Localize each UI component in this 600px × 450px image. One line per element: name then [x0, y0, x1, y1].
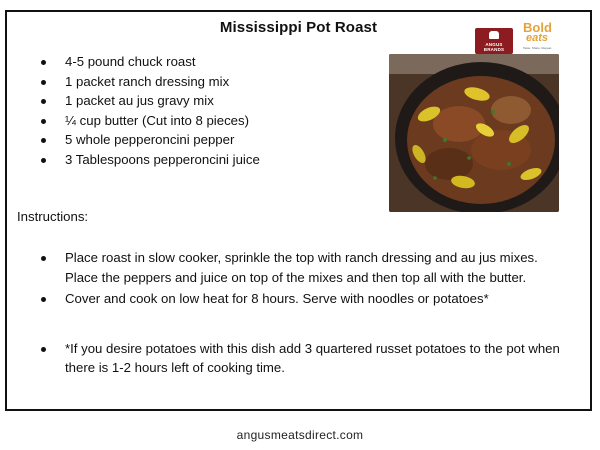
- bullet-icon: [41, 60, 46, 65]
- instructions-heading: Instructions:: [17, 209, 89, 224]
- brand-logos: [475, 20, 587, 56]
- instruction-step: *If you desire potatoes with this dish add 3 quartered russet potatoes to the pot when there is 1-2 hours left of cooking time.: [31, 339, 571, 378]
- bullet-icon: [41, 297, 46, 302]
- pot-roast-photo: [389, 54, 559, 212]
- ingredient-list: [31, 53, 260, 171]
- ingredient-item: 5 whole pepperoncini pepper: [31, 131, 260, 151]
- eats-logo-text: eats: [526, 32, 549, 44]
- bullet-icon: [41, 256, 46, 261]
- instruction-step: Place roast in slow cooker, sprinkle the top with ranch dressing and au jus mixes. Place the peppers and juice on top of the mixes and then top all with the butter.: [31, 248, 571, 287]
- recipe-card: [5, 10, 592, 411]
- ingredient-item: 4-5 pound chuck roast: [31, 53, 260, 73]
- ingredient-item: 1 packet ranch dressing mix: [31, 73, 260, 93]
- bullet-icon: [41, 138, 46, 143]
- bullet-icon: [41, 158, 46, 163]
- bullet-icon: [41, 99, 46, 104]
- bold-eats-tagline: Taste. Share. Repeat.: [523, 46, 553, 50]
- bold-logo-text: Bold: [523, 20, 552, 35]
- bullet-icon: [41, 80, 46, 85]
- instruction-steps: [31, 248, 571, 380]
- cattle-icon: [489, 31, 499, 39]
- bullet-icon: [41, 119, 46, 124]
- website-footer: angusmeatsdirect.com: [236, 428, 364, 442]
- ingredient-item: ¼ cup butter (Cut into 8 pieces): [31, 112, 260, 132]
- angus-brands-logo: [475, 28, 513, 54]
- ingredient-item: 1 packet au jus gravy mix: [31, 92, 260, 112]
- pot-roast-image: [389, 54, 559, 212]
- instruction-step: Cover and cook on low heat for 8 hours. Serve with noodles or potatoes*: [31, 289, 571, 309]
- angus-logo-text: ANGUS BRANDS: [483, 42, 505, 52]
- recipe-title: Mississippi Pot Roast: [219, 19, 378, 36]
- ingredient-item: 3 Tablespoons pepperoncini juice: [31, 151, 260, 171]
- bold-eats-logo: [523, 20, 563, 54]
- bullet-icon: [41, 347, 46, 352]
